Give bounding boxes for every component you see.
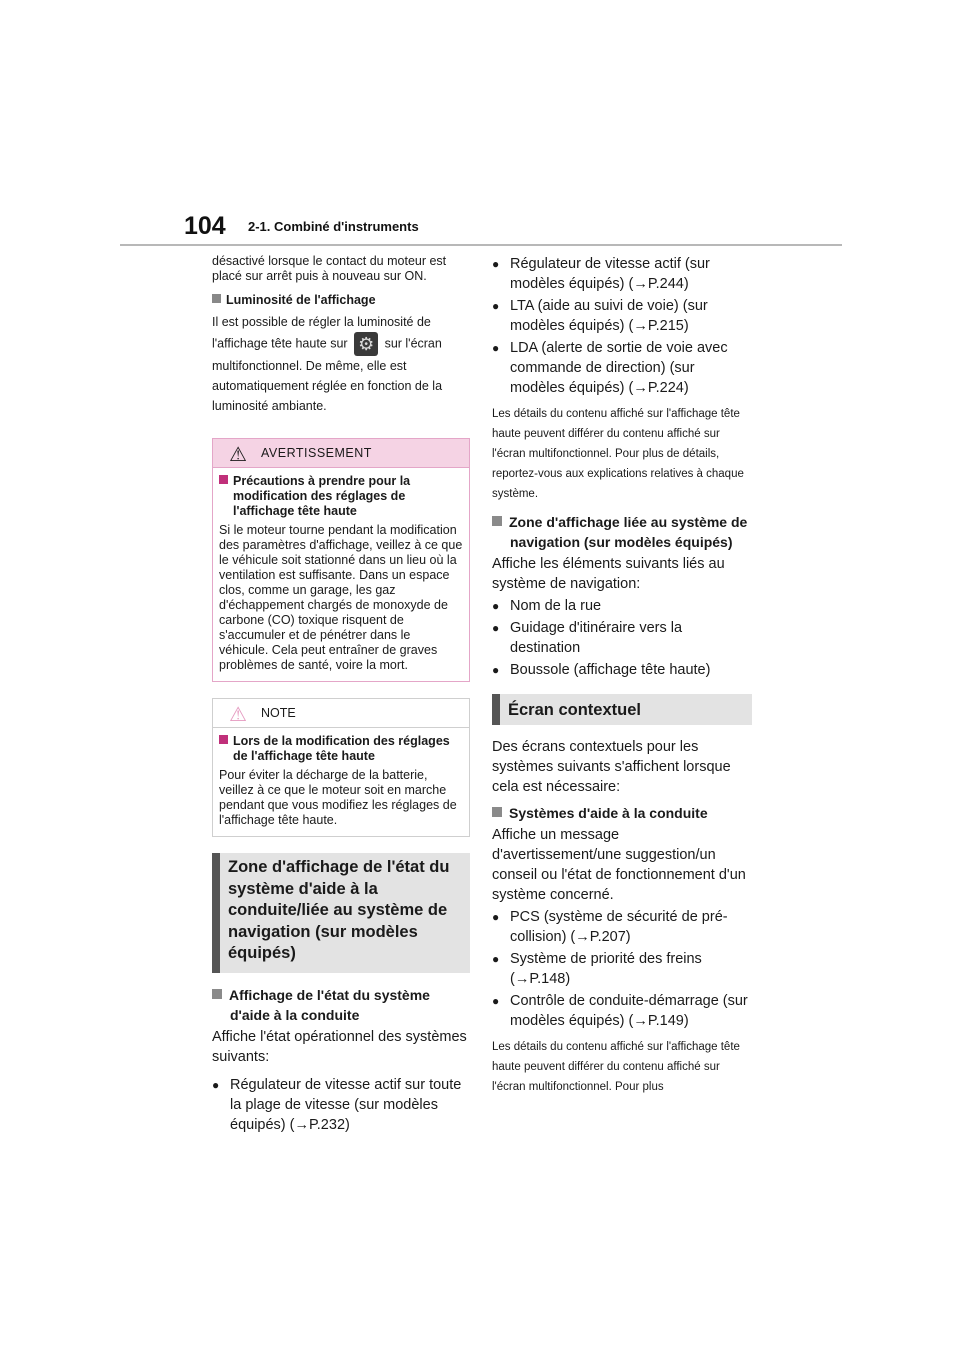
sub-heading-driving-assist: Systèmes d'aide à la conduite bbox=[492, 803, 752, 823]
details-note: Les détails du contenu affiché sur l'affichage tête haute peuvent différer du contenu affiché sur l'écran multifonctionnel. Pour plus de détails, reportez-vous aux explications relatives à chaque système. bbox=[492, 408, 744, 500]
assist-status-text: Affiche l'état opérationnel des systèmes suivants: bbox=[212, 1028, 467, 1065]
warning-triangle-icon: ⚠ bbox=[229, 444, 247, 466]
caution-triangle-icon: ⚠ bbox=[229, 704, 247, 726]
list-item: ● Système de priorité des freins (→P.148) bbox=[492, 949, 752, 989]
square-bullet-icon bbox=[219, 735, 228, 744]
warning-box bbox=[212, 438, 470, 682]
list-item: ● LTA (aide au suivi de voie) (sur modèles équipés) (→P.215) bbox=[492, 296, 752, 336]
square-bullet-icon bbox=[492, 807, 502, 817]
square-bullet-icon bbox=[492, 516, 502, 526]
section-title-popup: Écran contextuel bbox=[492, 694, 752, 725]
note-header bbox=[213, 699, 469, 728]
square-bullet-icon bbox=[212, 294, 221, 303]
driving-assist-text: Affiche un message d'avertissement/une suggestion/un conseil ou l'état de fonctionnement d'un système concerné. bbox=[492, 827, 746, 903]
warning-title: Précautions à prendre pour la modification des réglages de l'affichage tête haute bbox=[219, 474, 463, 519]
left-column bbox=[212, 254, 470, 1135]
note-box bbox=[212, 698, 470, 837]
sub-heading-assist-status: Affichage de l'état du système d'aide à la conduite bbox=[212, 985, 470, 1025]
square-bullet-icon bbox=[219, 475, 228, 484]
sub-heading-navigation: Zone d'affichage liée au système de navigation (sur modèles équipés) bbox=[492, 512, 752, 552]
assist-status-list bbox=[212, 1075, 470, 1135]
list-item: ● Guidage d'itinéraire vers la destination bbox=[492, 618, 752, 658]
note-label: NOTE bbox=[261, 706, 296, 720]
list-item: ● Boussole (affichage tête haute) bbox=[492, 660, 752, 680]
page-header bbox=[0, 0, 960, 250]
details-note-2: Les détails du contenu affiché sur l'affichage tête haute peuvent différer du contenu affiché sur l'écran multifonctionnel. Pour plus bbox=[492, 1041, 740, 1093]
header-rule bbox=[120, 244, 842, 246]
luminosity-heading: Luminosité de l'affichage bbox=[212, 293, 470, 308]
intro-text: désactivé lorsque le contact du moteur est placé sur arrêt puis à nouveau sur ON. bbox=[212, 254, 447, 283]
list-item: ● PCS (système de sécurité de pré-collision) (→P.207) bbox=[492, 907, 752, 947]
cruise-list bbox=[492, 254, 752, 398]
warning-header bbox=[213, 439, 469, 468]
list-item: ● LDA (alerte de sortie de voie avec commande de direction) (sur modèles équipés) (→P.224) bbox=[492, 338, 752, 398]
list-item: ● Régulateur de vitesse actif sur toute la plage de vitesse (sur modèles équipés) (→P.232) bbox=[212, 1075, 470, 1135]
navigation-list bbox=[492, 596, 752, 680]
popup-text: Des écrans contextuels pour les systèmes suivants s'affichent lorsque cela est nécessaire: bbox=[492, 739, 731, 795]
warning-body: Si le moteur tourne pendant la modification des paramètres d'affichage, veillez à ce que le véhicule soit stationné dans un lieu où la ventilation est suffisante. Dans un espace clos, comme un garage, les gaz d'échappement chargés de monoxyde de carbone (CO) toxique risquent de s'accumuler et de pénétrer dans le véhicule. Cela peut entraîner de graves problèmes de santé, voire la mort. bbox=[219, 523, 463, 672]
note-title: Lors de la modification des réglages de l'affichage tête haute bbox=[219, 734, 463, 764]
section-title-driving-assist-zone: Zone d'affichage de l'état du système d'aide à la conduite/liée au système de navigation (sur modèles équipés) bbox=[212, 853, 470, 973]
driving-assist-list bbox=[492, 907, 752, 1031]
list-item: ● Régulateur de vitesse actif (sur modèles équipés) (→P.244) bbox=[492, 254, 752, 294]
square-bullet-icon bbox=[212, 989, 222, 999]
right-column bbox=[492, 254, 752, 1097]
luminosity-text: Il est possible de régler la luminosité de l'affichage tête haute sur ⚙ sur l'écran multifonctionnel. De même, elle est automatiquement réglée en fonction de la luminosité ambiante. bbox=[212, 312, 470, 416]
note-body: Pour éviter la décharge de la batterie, veillez à ce que le moteur soit en marche pendant que vous modifiez les réglages de l'affichage tête haute. bbox=[219, 768, 457, 827]
page-number: 104 bbox=[184, 212, 226, 240]
navigation-text: Affiche les éléments suivants liés au système de navigation: bbox=[492, 556, 725, 592]
list-item: ● Nom de la rue bbox=[492, 596, 752, 616]
gear-icon bbox=[354, 332, 378, 356]
list-item: ● Contrôle de conduite-démarrage (sur modèles équipés) (→P.149) bbox=[492, 991, 752, 1031]
warning-label: AVERTISSEMENT bbox=[261, 446, 372, 460]
chapter-title: 2-1. Combiné d'instruments bbox=[248, 219, 419, 234]
